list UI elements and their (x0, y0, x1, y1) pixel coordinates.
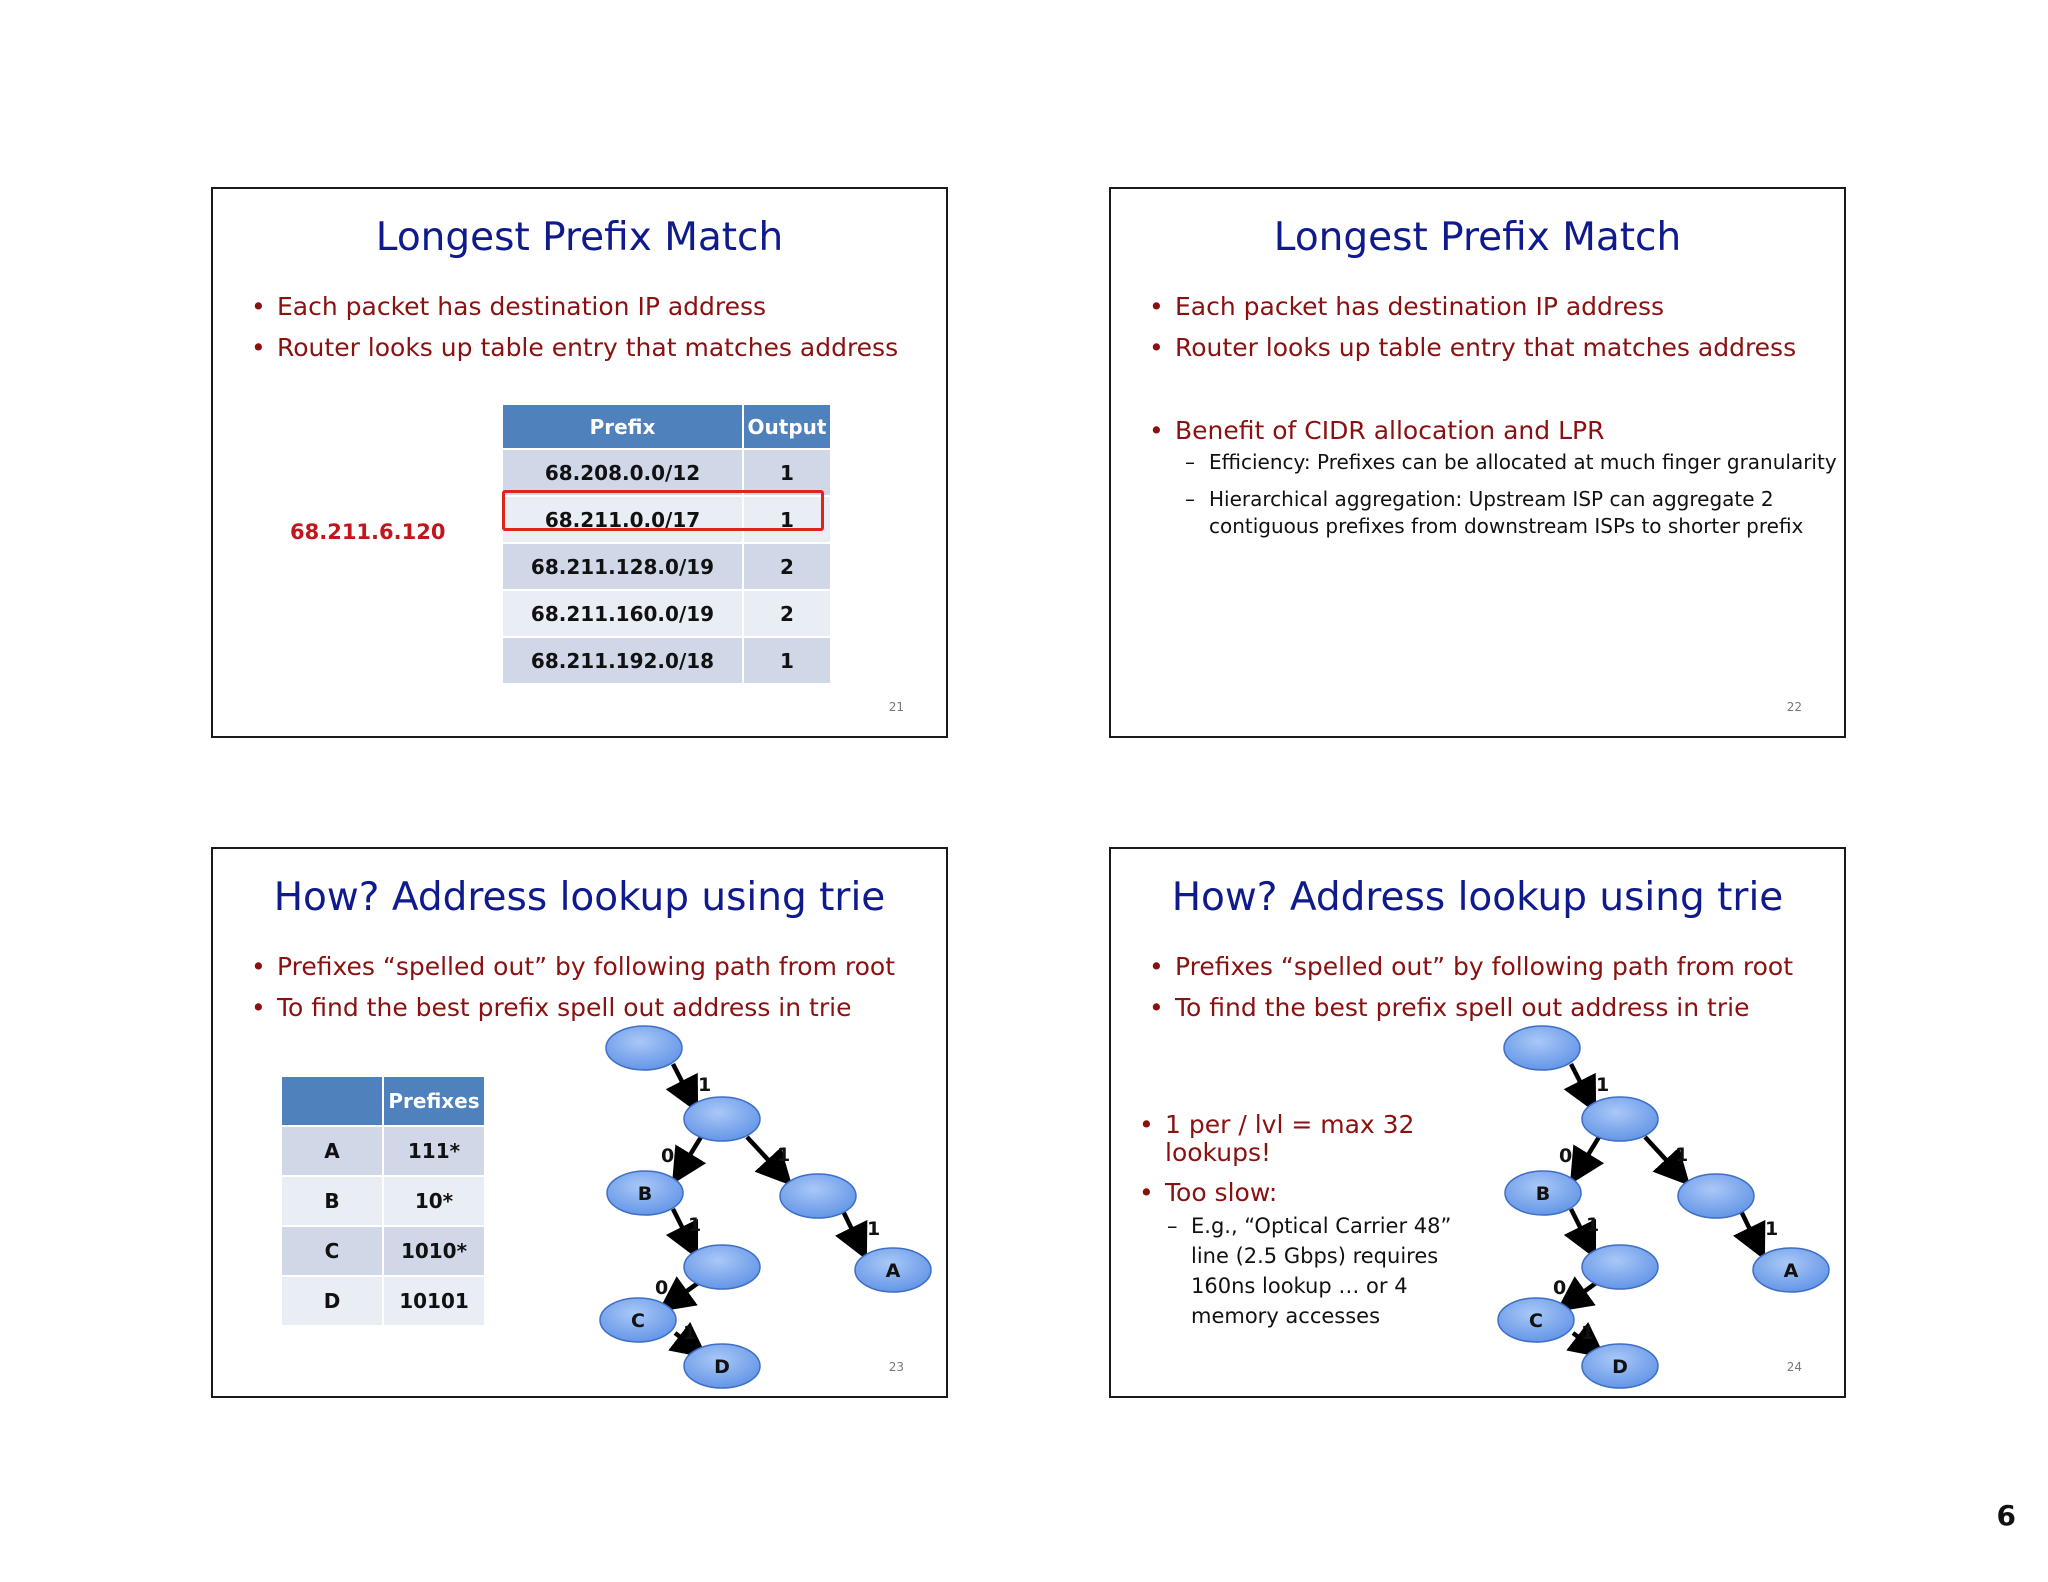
table-row (503, 636, 832, 683)
prefix-output-table (503, 405, 832, 683)
node-cell: D (282, 1275, 384, 1325)
trie-node-label: D (1612, 1356, 1628, 1378)
trie-node (1582, 1097, 1658, 1141)
slide-page-number: 23 (888, 1360, 904, 1374)
trie-diagram (1111, 849, 1848, 1400)
trie-node-root (1504, 1026, 1580, 1070)
trie-edge-label: 0 (1553, 1277, 1567, 1299)
bullet: • 1 per / lvl = max 32 lookups! (1137, 1111, 1497, 1167)
bullet: • Prefixes “spelled out” by following path from root (1147, 953, 1793, 981)
destination-address: 68.211.6.120 (290, 520, 446, 544)
trie-edge-label: 1 (867, 1218, 881, 1240)
slide-page-number: 21 (888, 700, 904, 714)
bullet: • To find the best prefix spell out address in trie (1147, 994, 1793, 1022)
prefix-cell: 10* (384, 1175, 486, 1225)
bullet: • Prefixes “spelled out” by following path from root (249, 953, 895, 981)
trie-node-label: B (637, 1183, 653, 1205)
trie-edge-label: 1 (1765, 1218, 1779, 1240)
bullet-list (1147, 416, 1837, 553)
matched-row-highlight (502, 490, 824, 531)
output-cell: 2 (744, 542, 832, 589)
trie-edge (1567, 1283, 1596, 1304)
bullet-text: Too slow: (1165, 1178, 1278, 1207)
slide-page-number: 22 (1786, 700, 1802, 714)
trie-edge (843, 1211, 861, 1248)
node-cell: C (282, 1225, 384, 1275)
trie-edge-label: 1 (1675, 1144, 1689, 1166)
sub-bullet: – Hierarchical aggregation: Upstream ISP can aggregate 2 contiguous prefixes from downstream ISPs to shorter prefix (1183, 486, 1809, 540)
table-header-prefixes: Prefixes (384, 1077, 486, 1125)
trie-edge (669, 1283, 698, 1304)
prefix-cell: 68.211.0.0/17 (503, 495, 744, 542)
bullet-list (1147, 293, 1796, 375)
slide-title: Longest Prefix Match (375, 215, 784, 260)
prefix-cell: 68.211.128.0/19 (503, 542, 744, 589)
table-row (503, 542, 832, 589)
trie-edge-label: 1 (683, 1322, 697, 1344)
slide-24 (1109, 847, 1846, 1398)
slide-title: How? Address lookup using trie (273, 875, 886, 920)
prefix-cell: 1010* (384, 1225, 486, 1275)
trie-edge-label: 0 (655, 1277, 669, 1299)
output-cell: 1 (744, 448, 832, 495)
trie-diagram (213, 849, 950, 1400)
table-row (503, 448, 832, 495)
trie-node-root (606, 1026, 682, 1070)
table-header-prefix: Prefix (503, 405, 744, 448)
slide-23 (211, 847, 948, 1398)
trie-edge (1571, 1064, 1590, 1101)
trie-edge-label: 1 (1581, 1322, 1595, 1344)
trie-edge-label: 1 (1596, 1074, 1610, 1096)
bullet-text: Benefit of CIDR allocation and LPR (1175, 416, 1605, 445)
table-row (503, 589, 832, 636)
trie-node-label: A (1783, 1260, 1799, 1282)
prefix-cell: 68.211.192.0/18 (503, 636, 744, 683)
trie-node (780, 1174, 856, 1218)
bullet: • Router looks up table entry that matches address (1147, 334, 1796, 362)
bullet: • Router looks up table entry that matches address (249, 334, 898, 362)
bullet: • To find the best prefix spell out address in trie (249, 994, 895, 1022)
trie-node-label: C (631, 1310, 645, 1332)
output-cell: 2 (744, 589, 832, 636)
trie-edge-label: 1 (698, 1074, 712, 1096)
trie-node-label: D (714, 1356, 730, 1378)
trie-edge-label: 0 (661, 1145, 675, 1167)
trie-edge-label: 1 (688, 1214, 702, 1236)
bullet: • Each packet has destination IP address (249, 293, 898, 321)
prefix-cell: 68.208.0.0/12 (503, 448, 744, 495)
trie-edge-label: 1 (1586, 1214, 1600, 1236)
node-cell: A (282, 1125, 384, 1175)
trie-edge-label: 1 (777, 1144, 791, 1166)
trie-node (1678, 1174, 1754, 1218)
trie-node (1582, 1245, 1658, 1289)
slide-page-number: 24 (1786, 1360, 1802, 1374)
trie-node (684, 1245, 760, 1289)
sub-bullet: – Efficiency: Prefixes can be allocated at much finger granularity (1183, 449, 1823, 476)
trie-node-label: B (1535, 1183, 1551, 1205)
sub-bullet-list (1147, 449, 1837, 540)
slide-22 (1109, 187, 1846, 738)
output-cell: 1 (744, 636, 832, 683)
sub-bullet: – E.g., “Optical Carrier 48” line (2.5 Gbps) requires 160ns lookup … or 4 memory accesses (1165, 1211, 1465, 1331)
trie-edge (679, 1137, 701, 1173)
table-header-output: Output (744, 405, 832, 448)
prefix-cell: 68.211.160.0/19 (503, 589, 744, 636)
trie-node-label: A (885, 1260, 901, 1282)
trie-edge (1577, 1137, 1599, 1173)
slide-title: How? Address lookup using trie (1171, 875, 1784, 920)
output-cell: 1 (744, 495, 832, 542)
trie-edge (673, 1064, 692, 1101)
prefix-cell: 10101 (384, 1275, 486, 1325)
node-cell: B (282, 1175, 384, 1225)
prefix-cell: 111* (384, 1125, 486, 1175)
bullet: • Each packet has destination IP address (1147, 293, 1796, 321)
bullet-list (249, 293, 898, 375)
trie-node-label: C (1529, 1310, 1543, 1332)
trie-edge (1741, 1211, 1759, 1248)
trie-edge-label: 0 (1559, 1145, 1573, 1167)
sheet-page-number: 6 (1996, 1499, 2016, 1532)
slide-21 (211, 187, 948, 738)
bullet (1147, 416, 1837, 540)
slide-title: Longest Prefix Match (1273, 215, 1682, 260)
trie-node (684, 1097, 760, 1141)
